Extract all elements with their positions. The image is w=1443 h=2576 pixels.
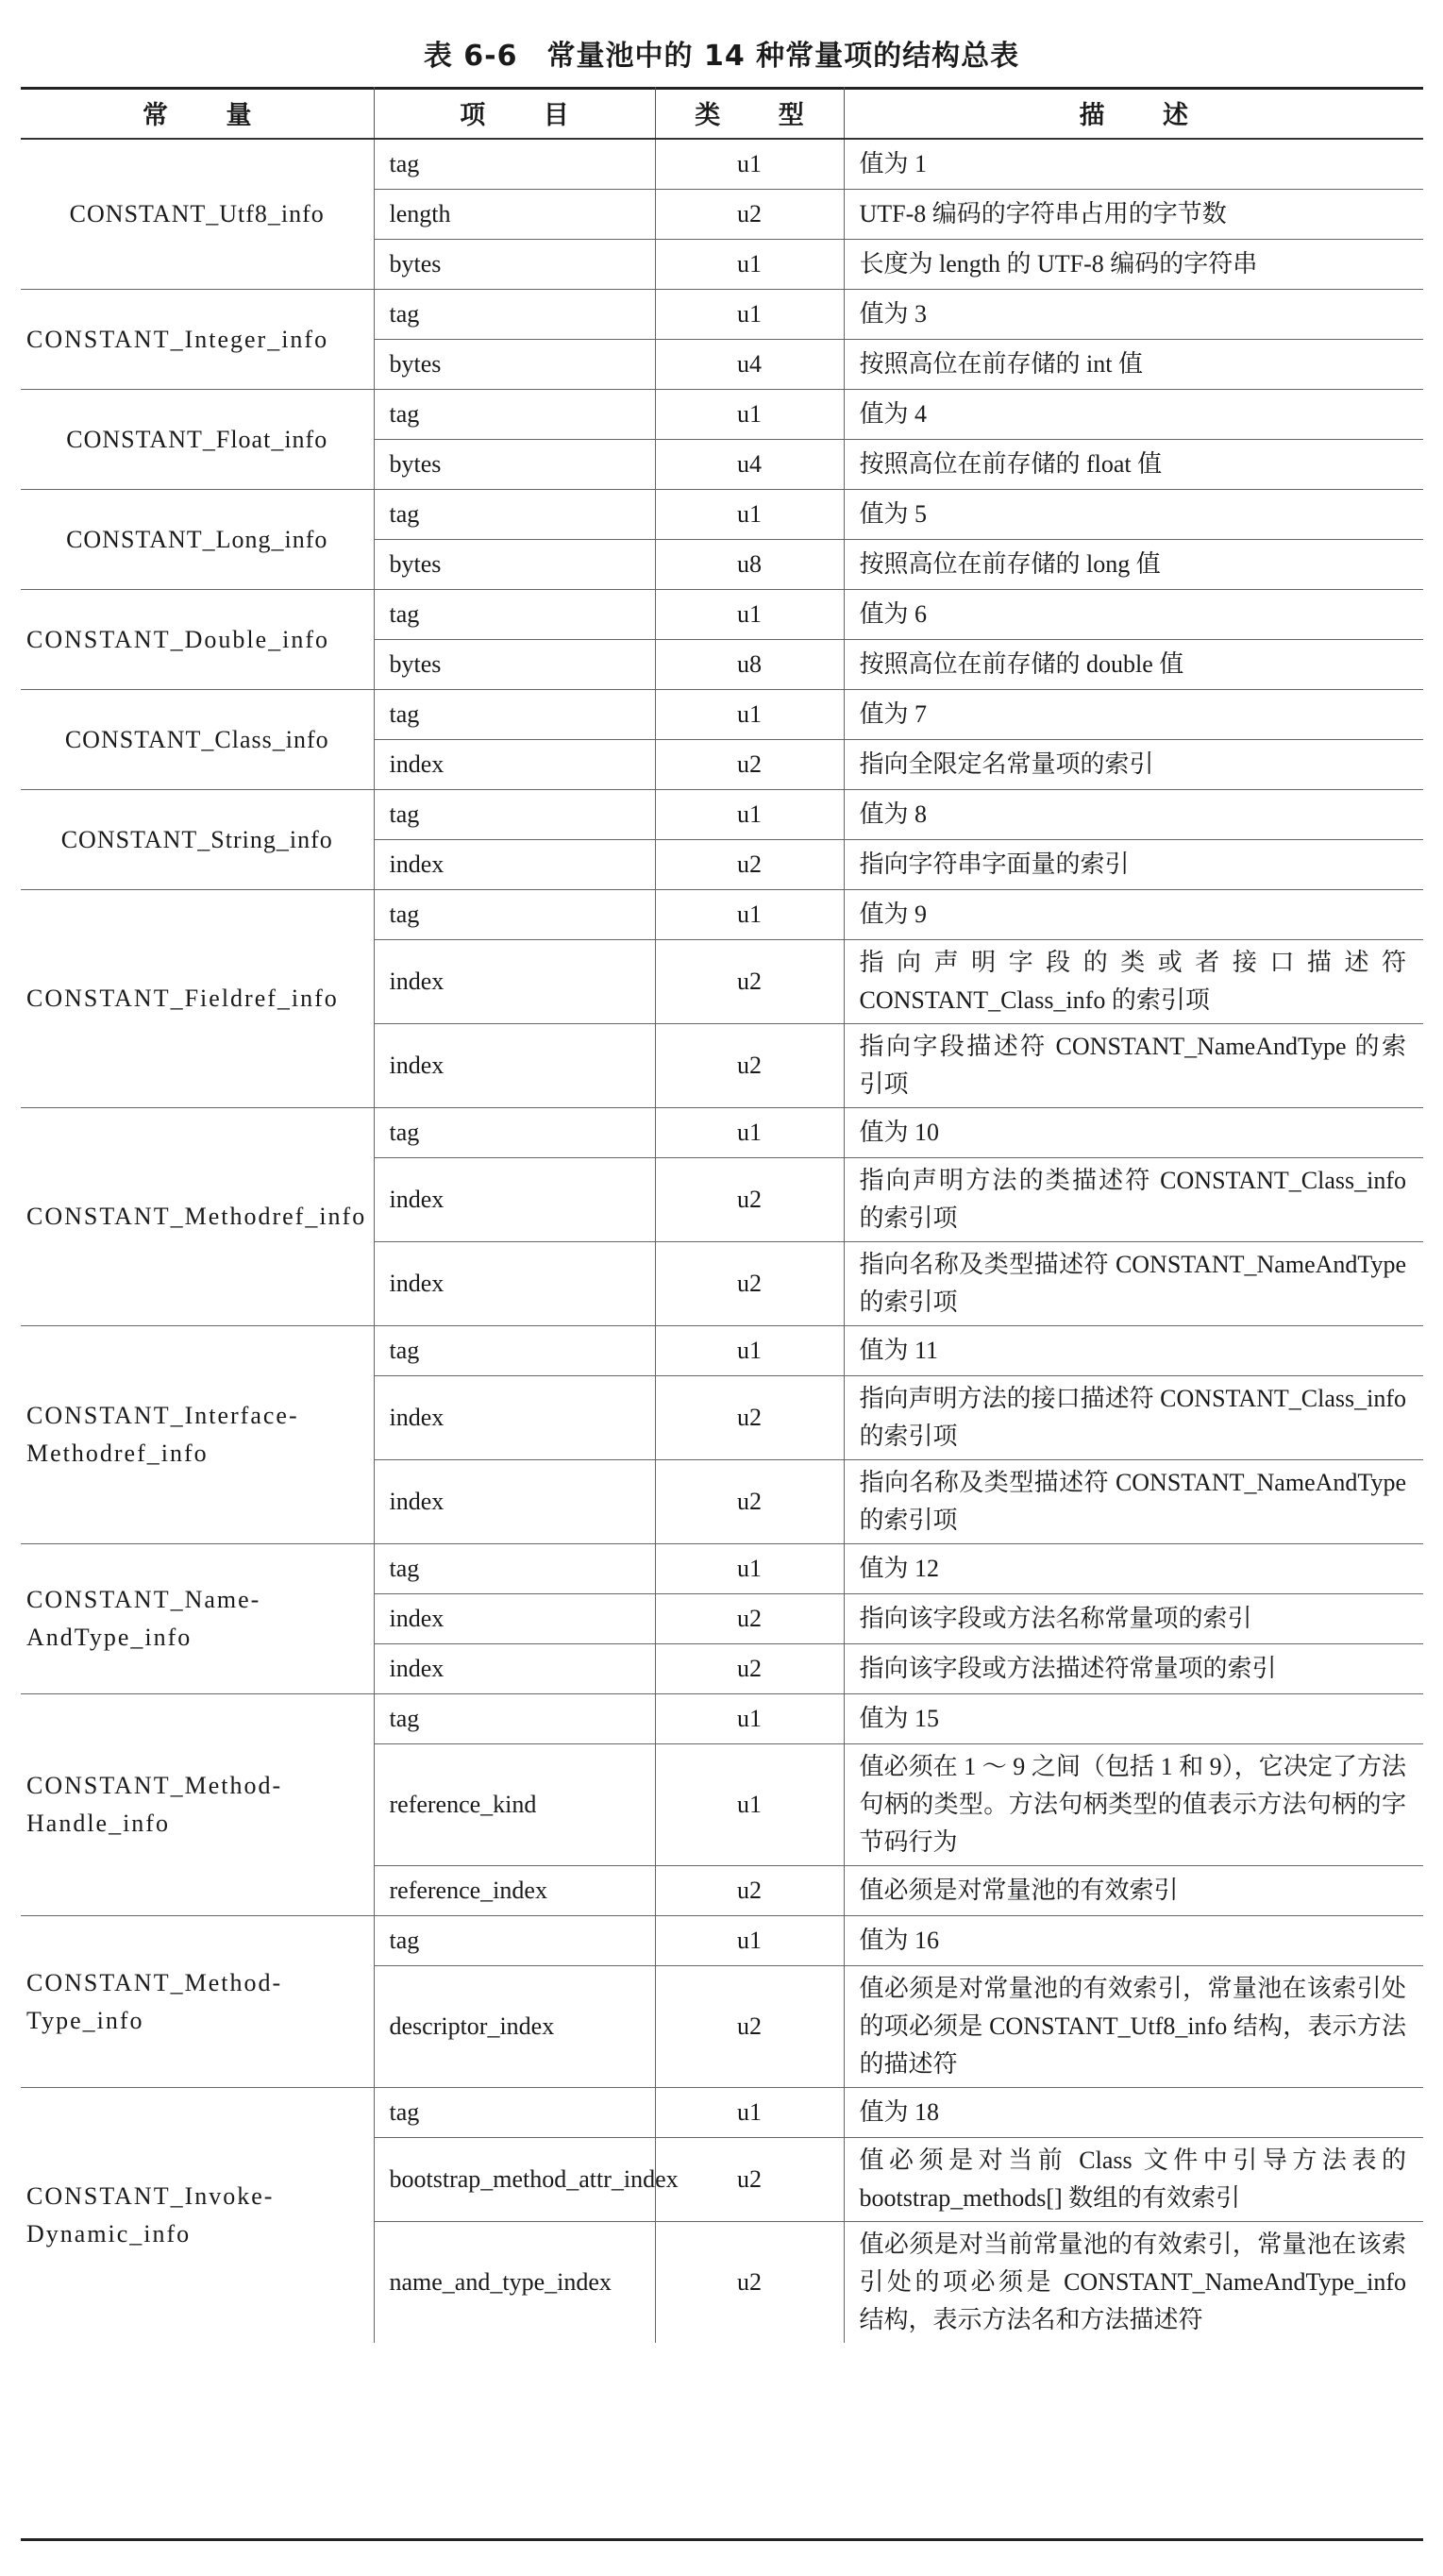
type-cell: u1 bbox=[655, 1108, 844, 1158]
table-row bbox=[21, 290, 1423, 340]
description-cell: 按照高位在前存储的 int 值 bbox=[844, 340, 1423, 390]
table-row bbox=[21, 1108, 1423, 1158]
type-cell: u2 bbox=[655, 190, 844, 240]
type-cell: u8 bbox=[655, 540, 844, 590]
item-cell: tag bbox=[374, 1544, 655, 1594]
item-cell: tag bbox=[374, 490, 655, 540]
item-cell: tag bbox=[374, 1694, 655, 1744]
table-row bbox=[21, 390, 1423, 440]
type-cell: u1 bbox=[655, 1326, 844, 1376]
description-cell: 值为 15 bbox=[844, 1694, 1423, 1744]
description-cell: 按照高位在前存储的 double 值 bbox=[844, 640, 1423, 690]
header-type: 类 型 bbox=[655, 87, 844, 139]
table-row bbox=[21, 139, 1423, 190]
item-cell: index bbox=[374, 1644, 655, 1694]
header-constant: 常 量 bbox=[21, 87, 374, 139]
item-cell: bytes bbox=[374, 340, 655, 390]
type-cell: u1 bbox=[655, 240, 844, 290]
table-row bbox=[21, 1916, 1423, 1966]
item-cell: name_and_type_index bbox=[374, 2222, 655, 2344]
constant-name-cell: CONSTANT_Method-Handle_info bbox=[21, 1694, 374, 1916]
description-cell: 值为 6 bbox=[844, 590, 1423, 640]
description-cell: 值为 16 bbox=[844, 1916, 1423, 1966]
item-cell: bootstrap_method_attr_index bbox=[374, 2138, 655, 2222]
description-cell: 值必须是对当前 Class 文件中引导方法表的 bootstrap_methods[] 数组的有效索引 bbox=[844, 2138, 1423, 2222]
description-cell: 指向名称及类型描述符 CONSTANT_NameAndType 的索引项 bbox=[844, 1242, 1423, 1326]
type-cell: u2 bbox=[655, 1242, 844, 1326]
item-cell: reference_index bbox=[374, 1866, 655, 1916]
type-cell: u1 bbox=[655, 490, 844, 540]
item-cell: tag bbox=[374, 1916, 655, 1966]
type-cell: u1 bbox=[655, 290, 844, 340]
description-cell: 指向字符串字面量的索引 bbox=[844, 840, 1423, 890]
type-cell: u2 bbox=[655, 2138, 844, 2222]
item-cell: bytes bbox=[374, 440, 655, 490]
item-cell: index bbox=[374, 940, 655, 1024]
constant-name-cell: CONSTANT_Float_info bbox=[21, 390, 374, 490]
description-cell: 值必须是对常量池的有效索引 bbox=[844, 1866, 1423, 1916]
description-cell: 值为 18 bbox=[844, 2088, 1423, 2138]
item-cell: tag bbox=[374, 890, 655, 940]
description-cell: 指向声明字段的类或者接口描述符 CONSTANT_Class_info 的索引项 bbox=[844, 940, 1423, 1024]
description-cell: 指向该字段或方法描述符常量项的索引 bbox=[844, 1644, 1423, 1694]
item-cell: bytes bbox=[374, 240, 655, 290]
description-cell: 长度为 length 的 UTF-8 编码的字符串 bbox=[844, 240, 1423, 290]
type-cell: u2 bbox=[655, 2222, 844, 2344]
item-cell: index bbox=[374, 1024, 655, 1108]
type-cell: u1 bbox=[655, 390, 844, 440]
item-cell: index bbox=[374, 840, 655, 890]
table-row bbox=[21, 590, 1423, 640]
description-cell: 指向声明方法的接口描述符 CONSTANT_Class_info 的索引项 bbox=[844, 1376, 1423, 1460]
item-cell: index bbox=[374, 1376, 655, 1460]
type-cell: u4 bbox=[655, 340, 844, 390]
description-cell: 值为 7 bbox=[844, 690, 1423, 740]
description-cell: 值必须是对常量池的有效索引，常量池在该索引处的项必须是 CONSTANT_Utf8_info 结构，表示方法的描述符 bbox=[844, 1966, 1423, 2088]
description-cell: 值必须在 1 ～ 9 之间（包括 1 和 9），它决定了方法句柄的类型。方法句柄类型的值表示方法句柄的字节码行为 bbox=[844, 1744, 1423, 1866]
item-cell: tag bbox=[374, 390, 655, 440]
item-cell: index bbox=[374, 1158, 655, 1242]
table-row bbox=[21, 690, 1423, 740]
description-cell: 值为 9 bbox=[844, 890, 1423, 940]
constant-name-cell: CONSTANT_String_info bbox=[21, 790, 374, 890]
type-cell: u2 bbox=[655, 1966, 844, 2088]
item-cell: tag bbox=[374, 590, 655, 640]
constant-name-cell: CONSTANT_Method-Type_info bbox=[21, 1916, 374, 2088]
type-cell: u2 bbox=[655, 1594, 844, 1644]
type-cell: u1 bbox=[655, 2088, 844, 2138]
table-caption: 表 6-6 常量池中的 14 种常量项的结构总表 bbox=[423, 40, 1020, 73]
type-cell: u1 bbox=[655, 890, 844, 940]
table-row bbox=[21, 790, 1423, 840]
item-cell: tag bbox=[374, 139, 655, 190]
item-cell: tag bbox=[374, 690, 655, 740]
type-cell: u2 bbox=[655, 1158, 844, 1242]
item-cell: length bbox=[374, 190, 655, 240]
constant-name-cell: CONSTANT_Name-AndType_info bbox=[21, 1544, 374, 1694]
constant-name-cell: CONSTANT_Integer_info bbox=[21, 290, 374, 390]
item-cell: descriptor_index bbox=[374, 1966, 655, 2088]
description-cell: 指向全限定名常量项的索引 bbox=[844, 740, 1423, 790]
type-cell: u1 bbox=[655, 690, 844, 740]
constant-pool-table bbox=[21, 87, 1423, 2343]
description-cell: 指向声明方法的类描述符 CONSTANT_Class_info 的索引项 bbox=[844, 1158, 1423, 1242]
description-cell: 值为 1 bbox=[844, 139, 1423, 190]
table-row bbox=[21, 1694, 1423, 1744]
item-cell: reference_kind bbox=[374, 1744, 655, 1866]
type-cell: u2 bbox=[655, 1024, 844, 1108]
constant-name-cell: CONSTANT_Methodref_info bbox=[21, 1108, 374, 1326]
constant-name-cell: CONSTANT_Long_info bbox=[21, 490, 374, 590]
type-cell: u1 bbox=[655, 1744, 844, 1866]
type-cell: u1 bbox=[655, 1916, 844, 1966]
bottom-rule bbox=[21, 2538, 1423, 2541]
table-row bbox=[21, 1544, 1423, 1594]
description-cell: 值为 8 bbox=[844, 790, 1423, 840]
constant-name-cell: CONSTANT_Utf8_info bbox=[21, 139, 374, 290]
table-body bbox=[21, 139, 1423, 2343]
constant-name-cell: CONSTANT_Double_info bbox=[21, 590, 374, 690]
item-cell: tag bbox=[374, 290, 655, 340]
table-row bbox=[21, 490, 1423, 540]
item-cell: index bbox=[374, 1242, 655, 1326]
type-cell: u2 bbox=[655, 1866, 844, 1916]
constant-name-cell: CONSTANT_Invoke-Dynamic_info bbox=[21, 2088, 374, 2344]
description-cell: 值为 12 bbox=[844, 1544, 1423, 1594]
type-cell: u4 bbox=[655, 440, 844, 490]
type-cell: u2 bbox=[655, 1376, 844, 1460]
description-cell: 指向名称及类型描述符 CONSTANT_NameAndType 的索引项 bbox=[844, 1460, 1423, 1544]
item-cell: tag bbox=[374, 1108, 655, 1158]
item-cell: index bbox=[374, 1460, 655, 1544]
description-cell: 按照高位在前存储的 float 值 bbox=[844, 440, 1423, 490]
description-cell: 值为 10 bbox=[844, 1108, 1423, 1158]
table-row bbox=[21, 890, 1423, 940]
constant-name-cell: CONSTANT_Interface-Methodref_info bbox=[21, 1326, 374, 1544]
type-cell: u2 bbox=[655, 740, 844, 790]
description-cell: 值为 3 bbox=[844, 290, 1423, 340]
item-cell: index bbox=[374, 740, 655, 790]
type-cell: u1 bbox=[655, 1694, 844, 1744]
type-cell: u1 bbox=[655, 590, 844, 640]
type-cell: u2 bbox=[655, 840, 844, 890]
constant-name-cell: CONSTANT_Class_info bbox=[21, 690, 374, 790]
item-cell: tag bbox=[374, 790, 655, 840]
header-row bbox=[21, 87, 1423, 139]
description-cell: 按照高位在前存储的 long 值 bbox=[844, 540, 1423, 590]
description-cell: 指向该字段或方法名称常量项的索引 bbox=[844, 1594, 1423, 1644]
table-row bbox=[21, 2088, 1423, 2138]
type-cell: u1 bbox=[655, 139, 844, 190]
description-cell: UTF-8 编码的字符串占用的字节数 bbox=[844, 190, 1423, 240]
description-cell: 值为 5 bbox=[844, 490, 1423, 540]
item-cell: index bbox=[374, 1594, 655, 1644]
item-cell: tag bbox=[374, 1326, 655, 1376]
type-cell: u2 bbox=[655, 1644, 844, 1694]
description-cell: 值必须是对当前常量池的有效索引，常量池在该索引处的项必须是 CONSTANT_NameAndType_info 结构，表示方法名和方法描述符 bbox=[844, 2222, 1423, 2344]
item-cell: tag bbox=[374, 2088, 655, 2138]
header-item: 项 目 bbox=[374, 87, 655, 139]
type-cell: u2 bbox=[655, 940, 844, 1024]
type-cell: u1 bbox=[655, 790, 844, 840]
table-row bbox=[21, 1326, 1423, 1376]
item-cell: bytes bbox=[374, 640, 655, 690]
description-cell: 指向字段描述符 CONSTANT_NameAndType 的索引项 bbox=[844, 1024, 1423, 1108]
type-cell: u2 bbox=[655, 1460, 844, 1544]
header-description: 描 述 bbox=[844, 87, 1423, 139]
description-cell: 值为 4 bbox=[844, 390, 1423, 440]
type-cell: u1 bbox=[655, 1544, 844, 1594]
constant-name-cell: CONSTANT_Fieldref_info bbox=[21, 890, 374, 1108]
item-cell: bytes bbox=[374, 540, 655, 590]
type-cell: u8 bbox=[655, 640, 844, 690]
description-cell: 值为 11 bbox=[844, 1326, 1423, 1376]
